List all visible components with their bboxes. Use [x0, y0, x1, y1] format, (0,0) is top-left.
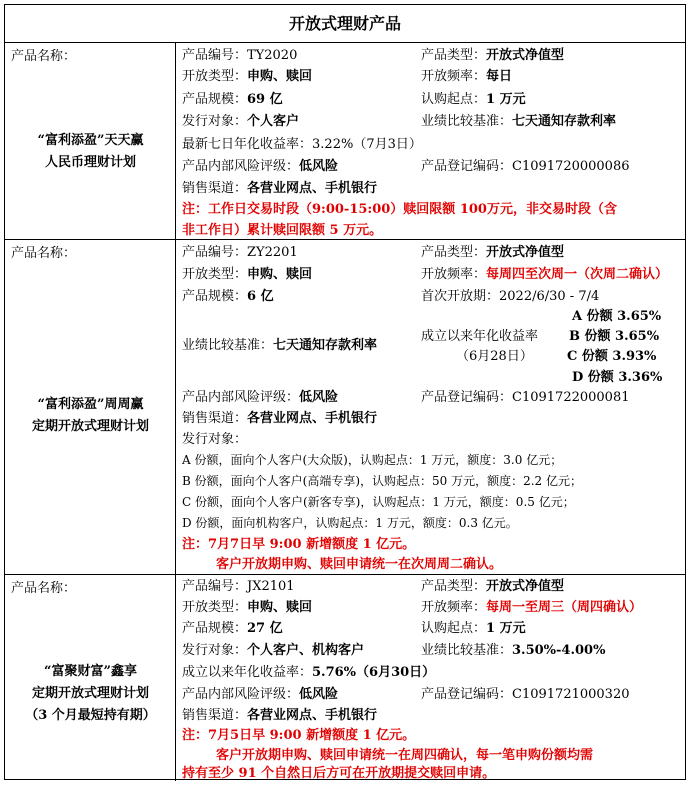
name-label: 产品名称：	[11, 49, 77, 64]
product-row-tiantianying	[5, 43, 685, 240]
product-name-line2: 人民币理财计划	[44, 155, 136, 170]
reg-field: 产品登记编码：C1091721000320	[421, 687, 630, 702]
channel-field: 销售渠道：各营业网点、手机银行	[182, 411, 378, 426]
yield-field: 成立以来年化收益率：5.76%（6月30日）	[182, 665, 436, 680]
yield-label-line1: 成立以来年化收益率	[421, 329, 539, 344]
note-line2: 客户开放期申购、赎回申请统一在次周周二确认。	[216, 557, 503, 572]
yield-share-b: B 份额 3.65%	[569, 329, 660, 344]
freq-field: 开放频率：每周一至周三（周四确认）	[421, 600, 643, 615]
risk-field: 产品内部风险评级：低风险	[182, 159, 339, 174]
target-label: 发行对象：	[182, 432, 248, 447]
scale-field: 产品规模：6 亿	[182, 289, 274, 304]
type-field: 产品类型：开放式净值型	[421, 245, 565, 260]
bench-field: 业绩比较基准：3.50%-4.00%	[421, 643, 606, 658]
product-name-line3: （3 个月最短持有期）	[25, 708, 156, 723]
open-type-field: 开放类型：申购、赎回	[182, 600, 313, 615]
scale-field: 产品规模：27 亿	[182, 621, 283, 636]
table-title: 开放式理财产品	[5, 5, 685, 43]
product-name-cell	[5, 575, 176, 781]
note-line1: 注：7月7日早 9:00 新增额度 1 亿元。	[182, 537, 416, 552]
product-row-xinxiang	[5, 575, 685, 781]
product-name-line1: “富利添盈”周周赢	[37, 397, 144, 412]
type-field: 产品类型：开放式净值型	[421, 48, 565, 63]
reg-field: 产品登记编码：C1091720000086	[421, 159, 630, 174]
name-label: 产品名称：	[11, 581, 77, 596]
risk-field: 产品内部风险评级：低风险	[182, 390, 339, 405]
share-d-desc: D 份额，面向机构客户，认购起点：1 万元，额度：0.3 亿元。	[182, 516, 518, 530]
yield-share-d: D 份额 3.36%	[572, 370, 663, 385]
risk-field: 产品内部风险评级：低风险	[182, 687, 339, 702]
note-line2: 客户开放期申购、赎回申请统一在周四确认，每一笔申购份额均需	[216, 748, 594, 763]
yield-share-c: C 份额 3.93%	[567, 349, 657, 364]
product-detail-cell	[176, 43, 685, 239]
product-table	[4, 4, 686, 780]
product-name-line2: 定期开放式理财计划	[31, 686, 149, 701]
min-field: 认购起点：1 万元	[421, 92, 526, 107]
open-type-field: 开放类型：申购、赎回	[182, 69, 313, 84]
product-detail-cell	[176, 240, 685, 574]
type-field: 产品类型：开放式净值型	[421, 579, 565, 594]
product-detail-cell	[176, 575, 685, 781]
yield-share-a: A 份额 3.65%	[572, 309, 662, 324]
note-line1: 注：7月5日早 9:00 新增额度 1 亿元。	[182, 728, 416, 743]
product-row-zhouzhouying	[5, 240, 685, 575]
note-line3: 持有至少 91 个自然日后方可在开放期提交赎回申请。	[182, 766, 496, 781]
product-name-line1: “富利添盈”天天赢	[37, 133, 144, 148]
channel-field: 销售渠道：各营业网点、手机银行	[182, 181, 378, 196]
share-a-desc: A 份额，面向个人客户(大众版)，认购起点：1 万元，额度：3.0 亿元；	[182, 453, 563, 467]
target-field: 发行对象：个人客户	[182, 114, 300, 129]
code-field: 产品编号：TY2020	[182, 48, 298, 63]
share-b-desc: B 份额，面向个人客户(高端专享)，认购起点：50 万元，额度：2.2 亿元；	[182, 474, 582, 488]
bench-field: 业绩比较基准：七天通知存款利率	[421, 114, 617, 129]
target-field: 发行对象：个人客户、机构客户	[182, 643, 365, 658]
note-line2: 非工作日）累计赎回限额 5 万元。	[182, 223, 383, 238]
yield-field: 最新七日年化收益率：3.22%（7月3日）	[182, 137, 422, 152]
share-c-desc: C 份额，面向个人客户(新客专享)，认购起点：1 万元，额度：0.5 亿元；	[182, 495, 575, 509]
product-name-cell	[5, 240, 176, 574]
yield-label-line2: （6月28日）	[456, 349, 533, 364]
name-label: 产品名称：	[11, 246, 77, 261]
product-name-line2: 定期开放式理财计划	[31, 419, 149, 434]
code-field: 产品编号：JX2101	[182, 579, 295, 594]
product-name-cell	[5, 43, 176, 239]
scale-field: 产品规模：69 亿	[182, 92, 283, 107]
note-line1: 注：工作日交易时段（9:00-15:00）赎回限额 100万元，非交易时段（含	[182, 202, 617, 217]
code-field: 产品编号：ZY2201	[182, 245, 298, 260]
bench-field: 业绩比较基准：七天通知存款利率	[182, 338, 378, 353]
open-type-field: 开放类型：申购、赎回	[182, 267, 313, 282]
reg-field: 产品登记编码：C1091722000081	[421, 390, 630, 405]
product-name-line1: “富聚财富”鑫享	[44, 664, 137, 679]
freq-field: 开放频率：每周四至次周一（次周二确认）	[421, 267, 669, 282]
freq-field: 开放频率：每日	[421, 69, 513, 84]
min-field: 认购起点：1 万元	[421, 621, 526, 636]
first-open-field: 首次开放期：2022/6/30 - 7/4	[421, 289, 600, 304]
channel-field: 销售渠道：各营业网点、手机银行	[182, 708, 378, 723]
